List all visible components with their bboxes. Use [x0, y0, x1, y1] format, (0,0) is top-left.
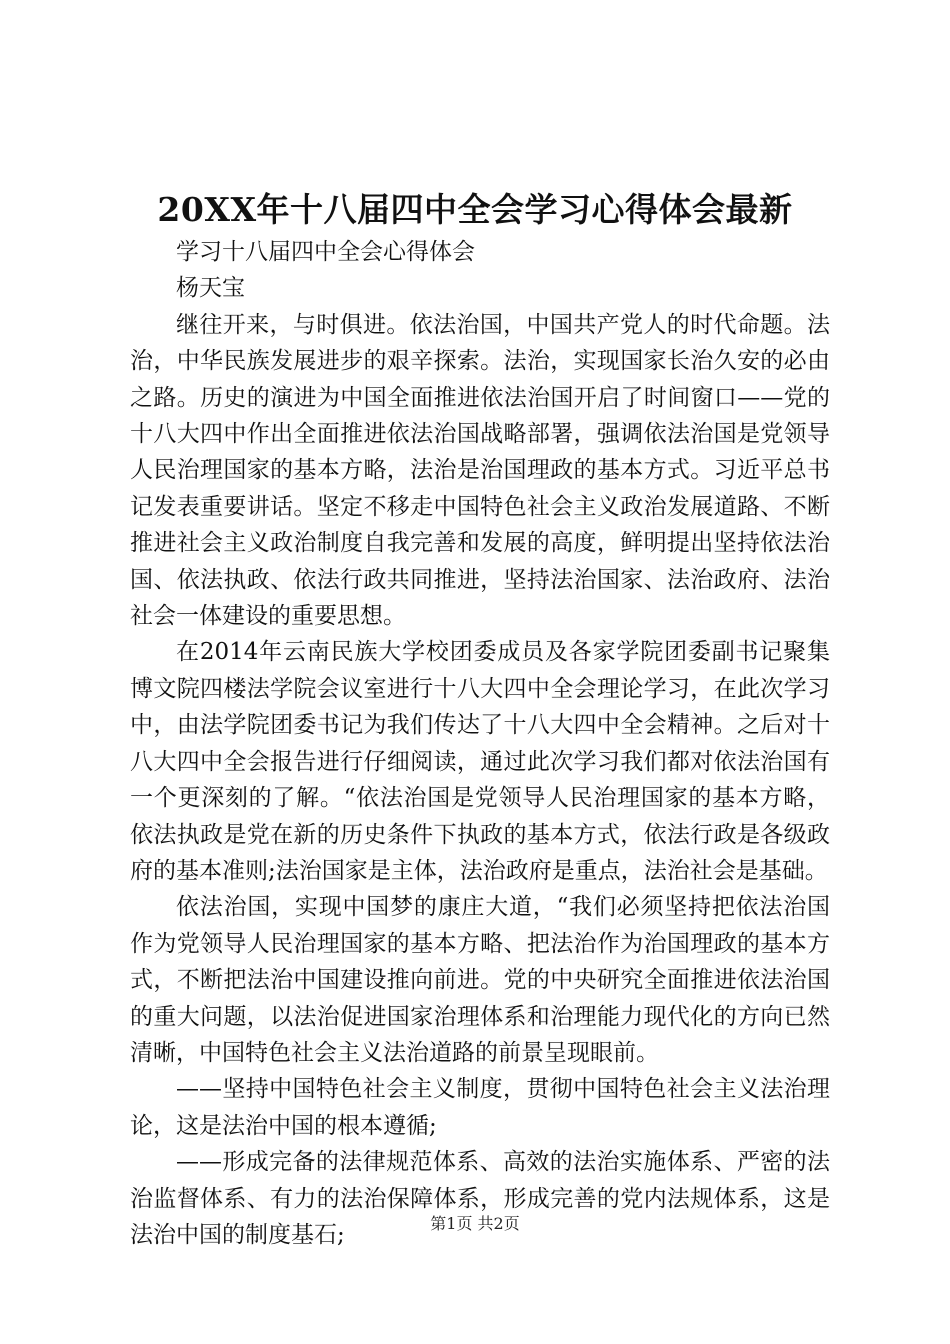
document-body	[130, 234, 830, 1253]
body-paragraph: ——坚持中国特色社会主义制度，贯彻中国特色社会主义法治理论，这是法治中国的根本遵循;	[130, 1076, 830, 1139]
body-paragraph: 继往开来，与时俱进。依法治国，中国共产党人的时代命题。法治，中华民族发展进步的艰辛探索。法治，实现国家长治久安的必由之路。历史的演进为中国全面推进依法治国开启了时间窗口——党的十八大四中作出全面推进依法治国战略部署，强调依法治国是党领导人民治理国家的基本方略，法治是治国理政的基本方式。习近平总书记发表重要讲话。坚定不移走中国特色社会主义政治发展道路、不断推进社会主义政治制度自我完善和发展的高度，鲜明提出坚持依法治国、依法执政、依法行政共同推进，坚持法治国家、法治政府、法治社会一体建设的重要思想。	[130, 311, 830, 630]
subtitle-line: 学习十八届四中全会心得体会	[176, 239, 475, 265]
body-paragraph: ——形成完备的法律规范体系、高效的法治实施体系、严密的法治监督体系、有力的法治保障体系，形成完善的党内法规体系，这是法治中国的制度基石;	[130, 1149, 830, 1248]
page-number-footer: 第1页 共2页	[430, 1214, 520, 1233]
author-line: 杨天宝	[176, 275, 245, 302]
document-title: 20XX年十八届四中全会学习心得体会最新	[157, 190, 793, 229]
body-paragraph: 依法治国，实现中国梦的康庄大道，“我们必须坚持把依法治国作为党领导人民治理国家的基本方略、把法治作为治国理政的基本方式，不断把法治中国建设推向前进。党的中央研究全面推进依法治国的重大问题，以法治促进国家治理体系和治理能力现代化的方向已然清晰，中国特色社会主义法治道路的前景呈现眼前。	[130, 894, 830, 1066]
body-paragraph: 在2014年云南民族大学校团委成员及各家学院团委副书记聚集博文院四楼法学院会议室进行十八大四中全会理论学习，在此次学习中，由法学院团委书记为我们传达了十八大四中全会精神。之后对十八大四中全会报告进行仔细阅读，通过此次学习我们都对依法治国有一个更深刻的了解。“依法治国是党领导人民治理国家的基本方略，依法执政是党在新的历史条件下执政的基本方式，依法行政是各级政府的基本准则;法治国家是主体，法治政府是重点，法治社会是基础。	[130, 639, 830, 884]
